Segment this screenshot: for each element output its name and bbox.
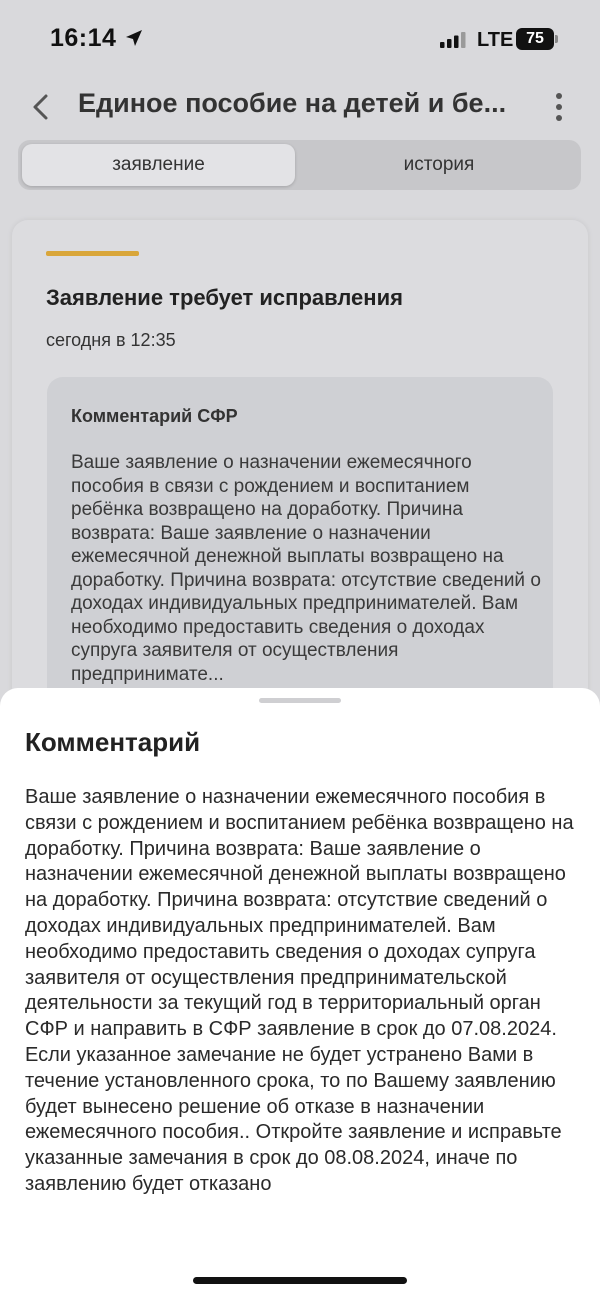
back-icon[interactable] bbox=[28, 92, 54, 122]
tab-history[interactable]: история bbox=[403, 154, 475, 175]
sheet-title: Комментарий bbox=[25, 727, 201, 757]
network-type: LTE bbox=[477, 29, 514, 51]
page-title: Единое пособие на детей и бе... bbox=[78, 88, 507, 118]
battery-icon bbox=[516, 28, 560, 50]
comment-label: Комментарий СФР bbox=[71, 406, 238, 426]
comment-preview-text: Ваше заявление о назначении ежемесячного пособия в связи с рождением и воспитанием ребёнка возвращено на доработку. Причина возврата: Ваше заявление о назначении ежемесячной денежной выплаты возвращено на доработку. Причина возврата: отсутствие сведений о доходах индивидуальных предпринимателей. Вам необходимо предоставить сведения о доходах супруга заявителя от осуществления предпринимате... bbox=[71, 452, 541, 685]
status-accent-bar bbox=[46, 251, 139, 256]
cellular-signal-icon bbox=[440, 32, 468, 48]
tabs-segmented-control bbox=[18, 140, 581, 190]
status-title: Заявление требует исправления bbox=[46, 285, 403, 310]
status-date: сегодня в 12:35 bbox=[46, 330, 176, 350]
sheet-comment-text: Ваше заявление о назначении ежемесячного пособия в связи с рождением и воспитанием ребёнка возвращено на доработку. Причина возврата: Ваше заявление о назначении ежемесячной денежной выплаты возвращено на доработку. Причина возврата: отсутствие сведений о доходах индивидуальных предпринимателей. Вам необходимо предоставить сведения о доходах супруга заявителя от осуществления предпринимательской деятельности за текущий год в территориальный орган СФР и направить в СФР заявление в срок до 07.08.2024. Если указанное замечание не будет устранено Вами в течение установленного срока, то по Вашему заявлению будет вынесено решение об отказе в назначении ежемесячного пособия.. Откройте заявление и исправьте указанные замечания в срок до 08.08.2024, иначе по заявлению будет отказано bbox=[25, 786, 574, 1195]
sheet-grabber[interactable] bbox=[259, 698, 341, 703]
status-time: 16:14 bbox=[50, 24, 117, 52]
home-indicator bbox=[193, 1277, 407, 1284]
tab-application[interactable]: заявление bbox=[112, 154, 205, 175]
battery-level: 75 bbox=[526, 30, 544, 47]
location-arrow-icon bbox=[124, 28, 144, 48]
more-vertical-icon[interactable] bbox=[551, 92, 567, 122]
